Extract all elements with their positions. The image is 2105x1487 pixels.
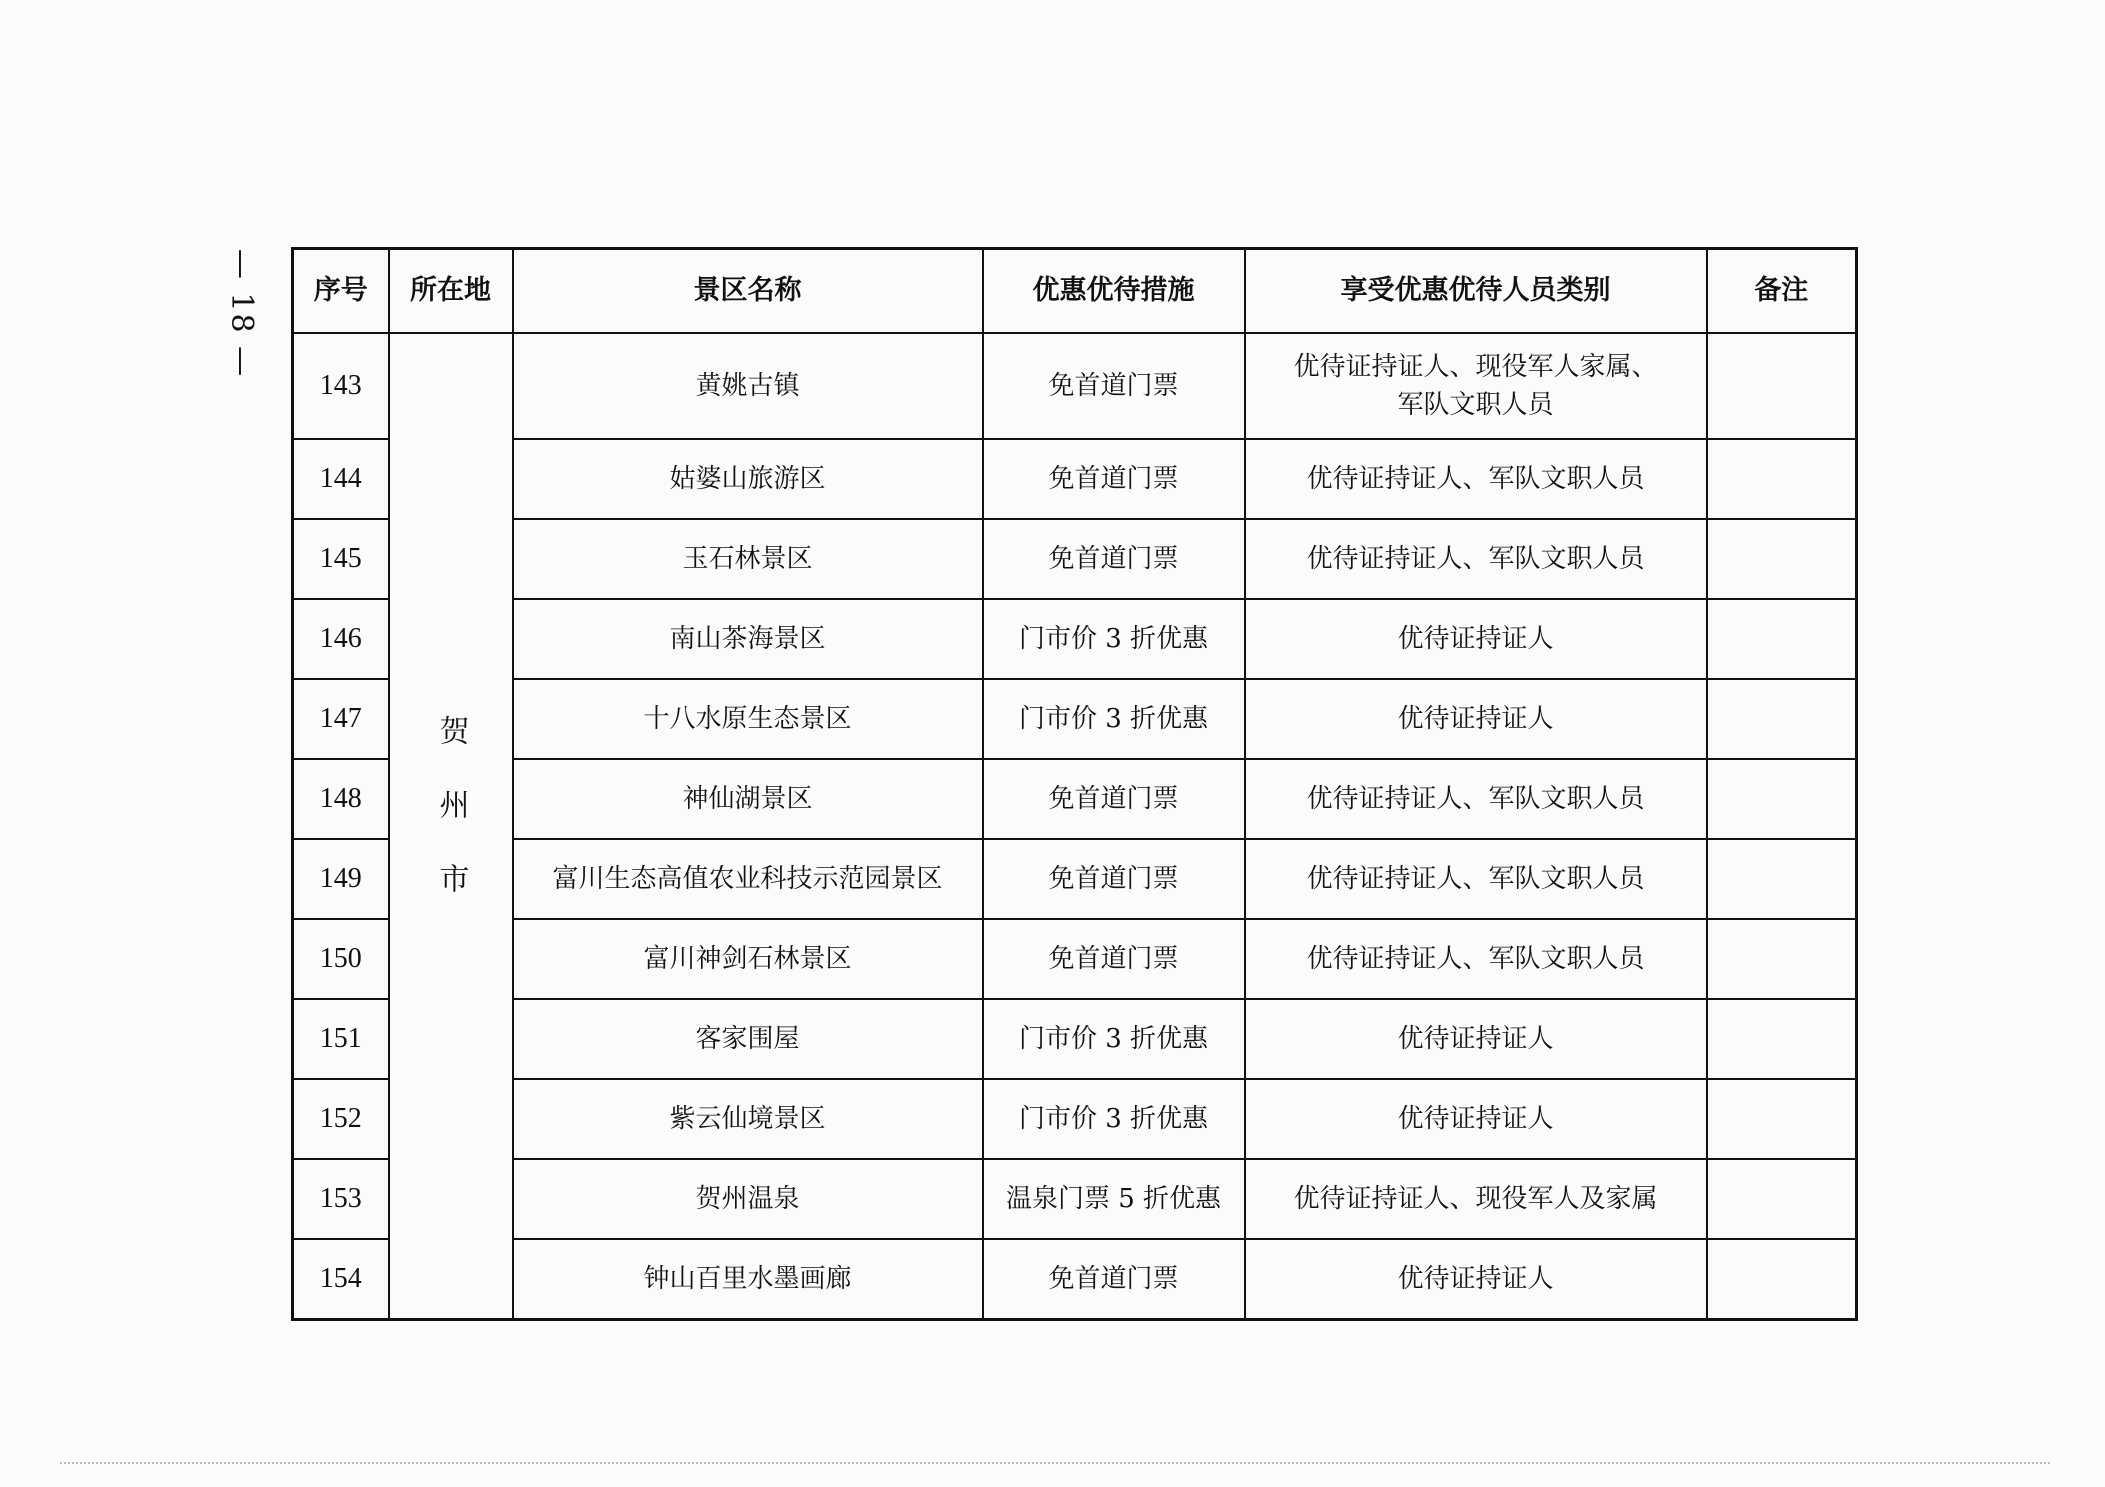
cell-seq: 154 (293, 1239, 389, 1320)
cell-note (1707, 439, 1857, 519)
cell-scenic-name: 富川生态高值农业科技示范园景区 (513, 839, 983, 919)
header-scenic-name: 景区名称 (513, 249, 983, 334)
cell-eligible-category: 优待证持证人、军队文职人员 (1245, 839, 1707, 919)
cell-scenic-name: 贺州温泉 (513, 1159, 983, 1239)
header-discount-measure: 优惠优待措施 (983, 249, 1245, 334)
cell-note (1707, 333, 1857, 439)
table-row (293, 439, 1857, 519)
cell-scenic-name: 客家围屋 (513, 999, 983, 1079)
table-row (293, 519, 1857, 599)
cell-eligible-category: 优待证持证人 (1245, 599, 1707, 679)
table-row (293, 1159, 1857, 1239)
cell-seq: 146 (293, 599, 389, 679)
page-number (212, 248, 272, 378)
cell-eligible-category: 优待证持证人、现役军人及家属 (1245, 1159, 1707, 1239)
cell-discount-measure: 免首道门票 (983, 1239, 1245, 1320)
scan-noise-line (60, 1462, 2050, 1468)
header-eligible-category: 享受优惠优待人员类别 (1245, 249, 1707, 334)
cell-note (1707, 759, 1857, 839)
cell-note (1707, 1079, 1857, 1159)
table-row (293, 839, 1857, 919)
cell-scenic-name: 紫云仙境景区 (513, 1079, 983, 1159)
cell-scenic-name: 黄姚古镇 (513, 333, 983, 439)
cell-eligible-category: 优待证持证人、军队文职人员 (1245, 519, 1707, 599)
cell-seq: 152 (293, 1079, 389, 1159)
cell-eligible-category: 优待证持证人 (1245, 1239, 1707, 1320)
cell-discount-measure: 门市价 3 折优惠 (983, 999, 1245, 1079)
cell-seq: 143 (293, 333, 389, 439)
cell-discount-measure: 门市价 3 折优惠 (983, 1079, 1245, 1159)
cell-note (1707, 1239, 1857, 1320)
cell-seq: 145 (293, 519, 389, 599)
cell-note (1707, 519, 1857, 599)
header-seq: 序号 (293, 249, 389, 334)
cell-eligible-category: 优待证持证人 (1245, 1079, 1707, 1159)
table-body (293, 333, 1857, 1320)
cell-seq: 149 (293, 839, 389, 919)
header-note: 备注 (1707, 249, 1857, 334)
cell-eligible-category: 优待证持证人、军队文职人员 (1245, 439, 1707, 519)
header-location: 所在地 (389, 249, 513, 334)
cell-seq: 144 (293, 439, 389, 519)
cell-location (389, 333, 513, 1320)
cell-eligible-category: 优待证持证人、军队文职人员 (1245, 919, 1707, 999)
cell-note (1707, 599, 1857, 679)
page-number-text: — 18 — (224, 248, 260, 378)
cell-scenic-name: 姑婆山旅游区 (513, 439, 983, 519)
cell-scenic-name: 神仙湖景区 (513, 759, 983, 839)
table-row (293, 599, 1857, 679)
cell-discount-measure: 免首道门票 (983, 333, 1245, 439)
table-row (293, 679, 1857, 759)
cell-discount-measure: 门市价 3 折优惠 (983, 599, 1245, 679)
scenic-discount-table (291, 247, 1858, 1321)
cell-discount-measure: 免首道门票 (983, 439, 1245, 519)
cell-scenic-name: 十八水原生态景区 (513, 679, 983, 759)
cell-note (1707, 919, 1857, 999)
table-header-row (293, 249, 1857, 334)
table-row (293, 919, 1857, 999)
cell-discount-measure: 门市价 3 折优惠 (983, 679, 1245, 759)
cell-scenic-name: 南山茶海景区 (513, 599, 983, 679)
cell-discount-measure: 免首道门票 (983, 759, 1245, 839)
cell-discount-measure: 免首道门票 (983, 519, 1245, 599)
cell-discount-measure: 免首道门票 (983, 919, 1245, 999)
table-row (293, 333, 1857, 439)
cell-eligible-category: 优待证持证人、军队文职人员 (1245, 759, 1707, 839)
cell-note (1707, 999, 1857, 1079)
cell-scenic-name: 玉石林景区 (513, 519, 983, 599)
cell-discount-measure: 温泉门票 5 折优惠 (983, 1159, 1245, 1239)
cell-seq: 147 (293, 679, 389, 759)
cell-eligible-category: 优待证持证人 (1245, 999, 1707, 1079)
table-row (293, 999, 1857, 1079)
table-row (293, 1239, 1857, 1320)
cell-note (1707, 839, 1857, 919)
location-text: 贺州市 (433, 715, 469, 937)
table-row (293, 759, 1857, 839)
cell-note (1707, 679, 1857, 759)
table-row (293, 1079, 1857, 1159)
cell-seq: 148 (293, 759, 389, 839)
cell-discount-measure: 免首道门票 (983, 839, 1245, 919)
cell-seq: 151 (293, 999, 389, 1079)
cell-eligible-category: 优待证持证人、现役军人家属、 军队文职人员 (1245, 333, 1707, 439)
cell-scenic-name: 钟山百里水墨画廊 (513, 1239, 983, 1320)
cell-note (1707, 1159, 1857, 1239)
cell-seq: 153 (293, 1159, 389, 1239)
cell-scenic-name: 富川神剑石林景区 (513, 919, 983, 999)
cell-seq: 150 (293, 919, 389, 999)
cell-eligible-category: 优待证持证人 (1245, 679, 1707, 759)
